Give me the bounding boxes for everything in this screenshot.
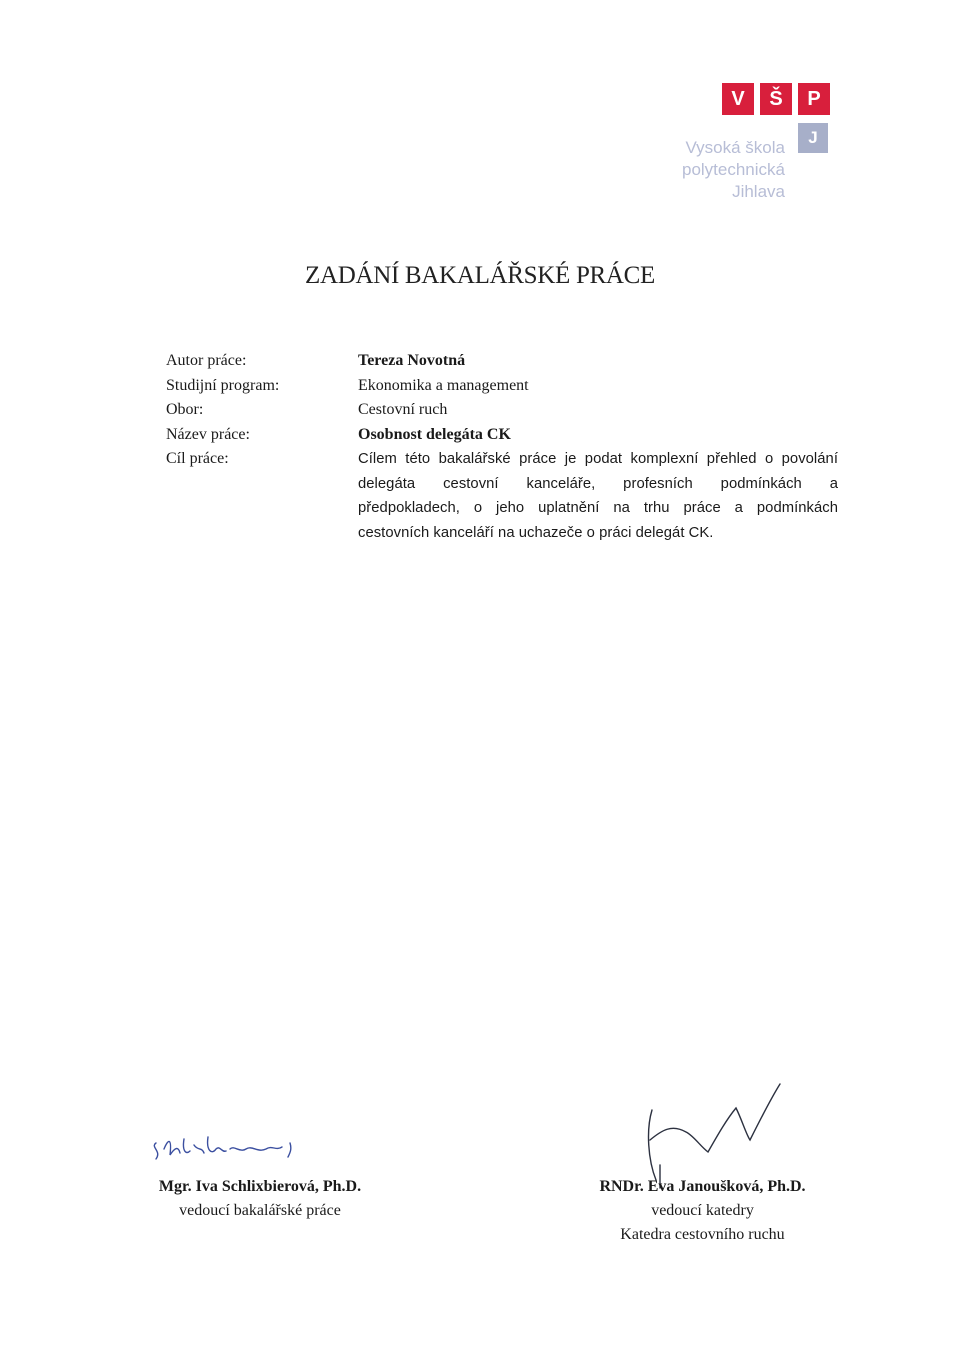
thesis-title-value: Osobnost delegáta CK bbox=[358, 425, 511, 443]
supervisor-name: Mgr. Iva Schlixbierová, Ph.D. bbox=[158, 1178, 362, 1195]
supervisor-signature-block bbox=[140, 1175, 380, 1223]
field-labels bbox=[166, 349, 279, 472]
school-logo bbox=[660, 80, 835, 210]
document-title: ZADÁNÍ BAKALÁŘSKÉ PRÁCE bbox=[304, 262, 656, 289]
supervisor-role: vedoucí bakalářské práce bbox=[179, 1202, 341, 1219]
head-signature-block bbox=[585, 1175, 820, 1247]
logo-text-line2: polytechnická bbox=[681, 160, 785, 179]
head-signature bbox=[638, 1080, 798, 1190]
field-label: Obor: bbox=[166, 401, 204, 418]
program-value: Ekonomika a management bbox=[358, 376, 529, 394]
supervisor-signature bbox=[148, 1125, 348, 1175]
head-name: RNDr. Eva Janoušková, Ph.D. bbox=[599, 1178, 806, 1195]
department-name: Katedra cestovního ruchu bbox=[620, 1226, 785, 1243]
goal-text bbox=[358, 447, 838, 545]
head-role: vedoucí katedry bbox=[651, 1202, 754, 1219]
field-values bbox=[358, 349, 838, 545]
logo-text-line3: Jihlava bbox=[732, 182, 785, 201]
logo-letter-p: P bbox=[798, 83, 830, 115]
logo-letter-s: Š bbox=[760, 83, 792, 115]
goal-line: cestovních kanceláří na uchazeče o práci delegát CK. bbox=[358, 524, 714, 541]
goal-line: Cílem této bakalářské práce je podat komplexní přehled o povolání bbox=[358, 451, 838, 467]
author-label: Autor práce: bbox=[166, 352, 247, 369]
logo-letter-v: V bbox=[722, 83, 754, 115]
field-value: Cestovní ruch bbox=[358, 401, 448, 418]
goal-line: delegáta cestovní kanceláře, profesních podmínkách a bbox=[358, 475, 838, 492]
goal-line: předpokladech, o jeho uplatnění na trhu práce a podmínkách bbox=[358, 500, 838, 516]
logo-letter-j: J bbox=[798, 123, 828, 153]
logo-text-line1: Vysoká škola bbox=[685, 138, 785, 157]
program-label: Studijní program: bbox=[166, 376, 280, 394]
goal-label: Cíl práce: bbox=[166, 450, 229, 467]
thesis-title-label: Název práce: bbox=[166, 425, 250, 443]
author-value: Tereza Novotná bbox=[358, 352, 466, 369]
